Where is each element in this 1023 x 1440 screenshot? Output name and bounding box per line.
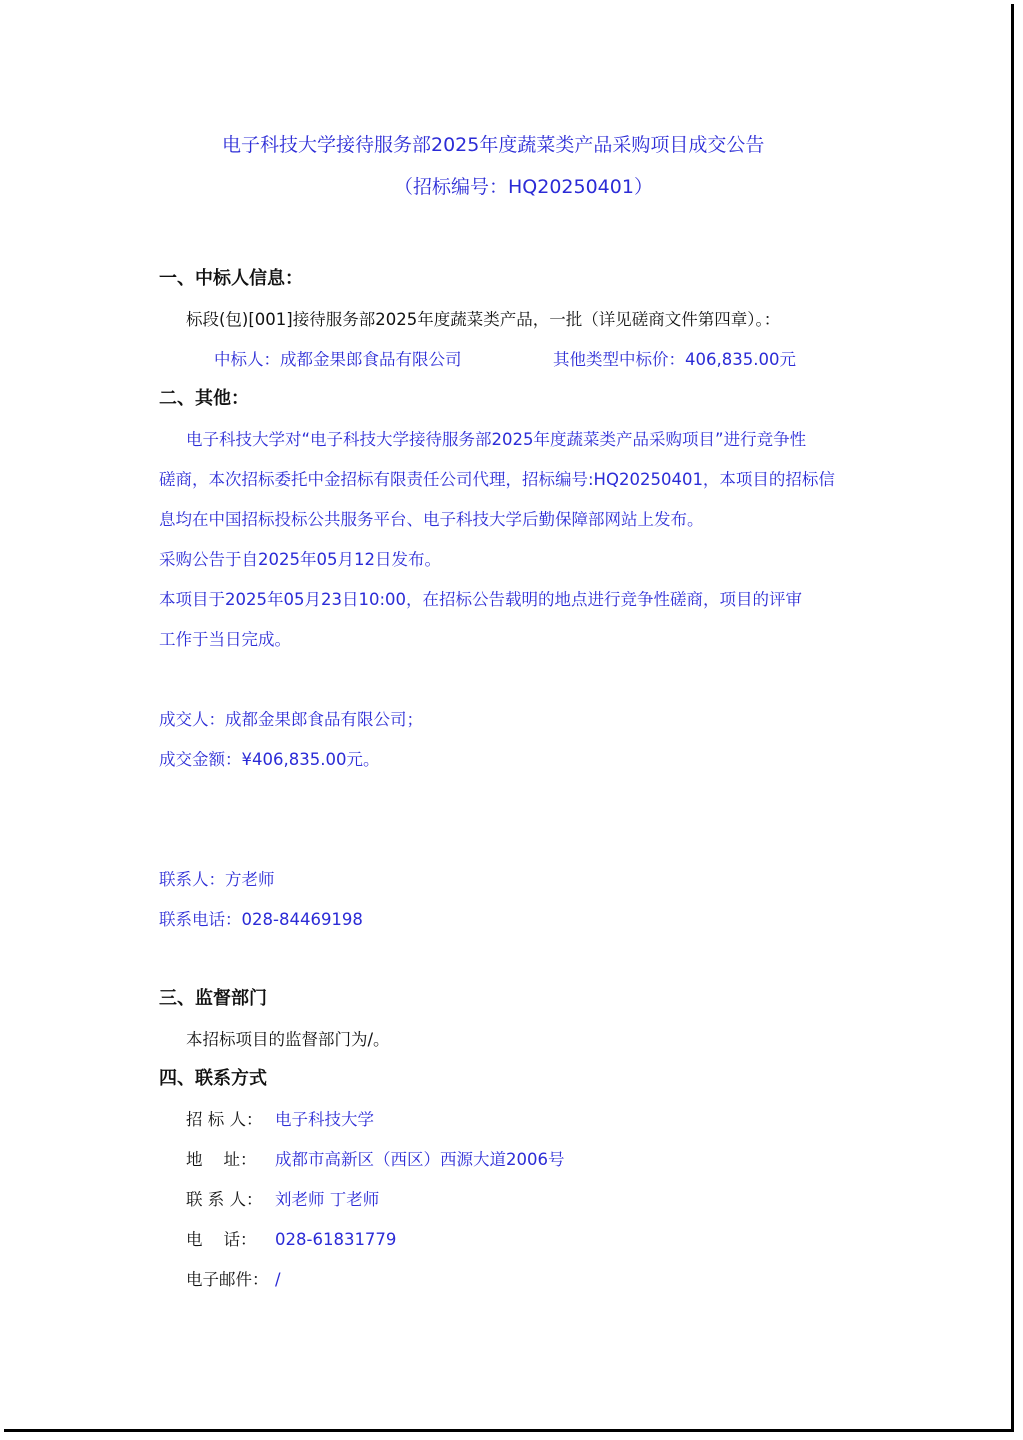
contact-value: 028-61831779 <box>275 1230 397 1249</box>
contact-value: 刘老师 丁老师 <box>275 1190 380 1209</box>
paragraph-line: 工作于当日完成。 <box>159 630 291 649</box>
deal-party: 成交人：成都金果郎食品有限公司； <box>159 710 423 729</box>
paragraph-line: 磋商，本次招标委托中金招标有限责任公司代理，招标编号:HQ20250401，本项目的招标信 <box>159 470 835 489</box>
contact-label: 地 址： <box>186 1150 257 1169</box>
tender-number: （招标编号：HQ20250401） <box>394 176 653 198</box>
contact-label: 联 系 人： <box>186 1190 263 1209</box>
document-title: 电子科技大学接待服务部2025年度蔬菜类产品采购项目成交公告 <box>222 134 765 156</box>
paragraph-line: 本项目于2025年05月23日10:00，在招标公告载明的地点进行竞争性磋商，项目的评审 <box>159 590 803 609</box>
document-page <box>4 4 1014 1432</box>
contact-phone: 联系电话：028-84469198 <box>159 910 363 929</box>
publish-date: 采购公告于自2025年05月12日发布。 <box>159 550 441 569</box>
contact-label: 电 话： <box>186 1230 257 1249</box>
section3-heading: 三、监督部门 <box>159 988 267 1009</box>
paragraph-line: 息均在中国招标投标公共服务平台、电子科技大学后勤保障部网站上发布。 <box>159 510 704 529</box>
contact-label: 招 标 人： <box>186 1110 263 1129</box>
section2-heading: 二、其他： <box>159 388 249 409</box>
winning-price: 其他类型中标价：406,835.00元 <box>553 350 796 369</box>
paragraph-line: 电子科技大学对“电子科技大学接待服务部2025年度蔬菜类产品采购项目”进行竞争性 <box>186 430 807 449</box>
supervision-text: 本招标项目的监督部门为/。 <box>186 1030 390 1049</box>
deal-amount: 成交金额：¥406,835.00元。 <box>159 750 380 769</box>
contact-value: / <box>275 1270 281 1289</box>
contact-label: 电子邮件： <box>186 1270 269 1289</box>
contact-value: 成都市高新区（西区）西源大道2006号 <box>275 1150 565 1169</box>
section1-heading: 一、中标人信息： <box>159 268 303 289</box>
section4-heading: 四、联系方式 <box>159 1068 267 1089</box>
lot-description: 标段(包)[001]接待服务部2025年度蔬菜类产品，一批（详见磋商文件第四章）。： <box>186 310 781 329</box>
contact-person: 联系人：方老师 <box>159 870 275 889</box>
contact-value: 电子科技大学 <box>275 1110 374 1129</box>
winner-name: 中标人：成都金果郎食品有限公司 <box>214 350 462 369</box>
